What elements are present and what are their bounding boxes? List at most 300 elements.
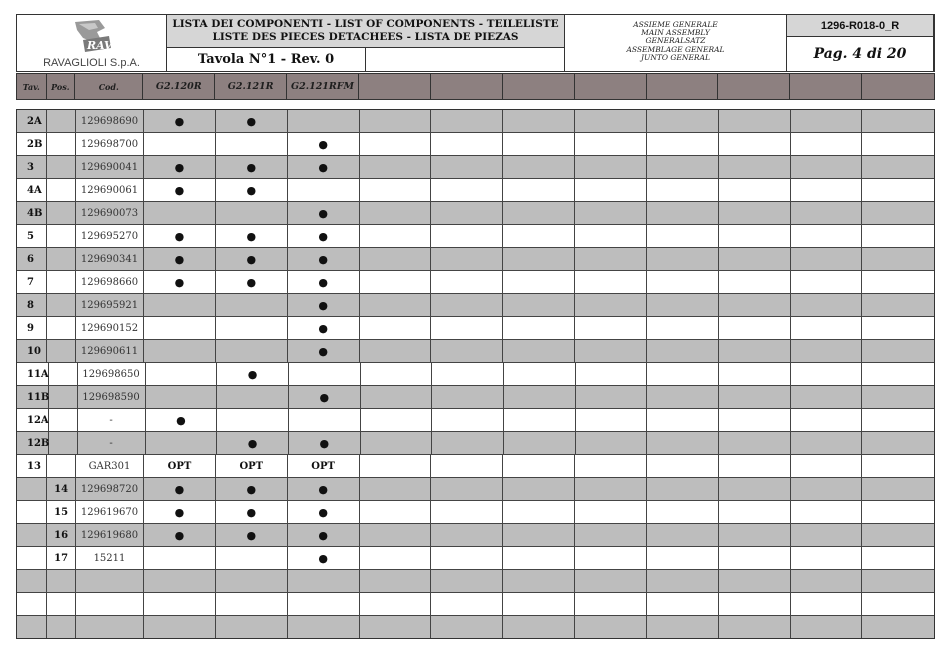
empty-cell <box>862 616 934 638</box>
empty-cell <box>647 294 719 316</box>
empty-cell <box>647 524 719 546</box>
column-header: Cod. <box>75 74 143 99</box>
empty-cell <box>575 271 647 293</box>
table-row <box>17 501 934 524</box>
column-header <box>647 74 719 99</box>
pos-cell <box>47 455 76 477</box>
empty-cell <box>862 202 934 224</box>
table-row <box>17 271 934 294</box>
empty-cell <box>719 294 791 316</box>
pos-cell <box>49 386 78 408</box>
tav-cell: 11B <box>17 386 49 408</box>
model-mark-cell: ● <box>288 271 360 293</box>
empty-cell <box>360 547 432 569</box>
model-mark-cell <box>144 616 216 638</box>
empty-cell <box>862 340 934 362</box>
empty-cell <box>862 363 934 385</box>
empty-cell <box>503 593 575 615</box>
pos-cell <box>47 202 76 224</box>
empty-cell <box>503 110 575 132</box>
pos-cell <box>47 340 76 362</box>
tav-cell: 13 <box>17 455 47 477</box>
empty-cell <box>575 317 647 339</box>
title-block <box>16 14 935 72</box>
empty-cell <box>575 110 647 132</box>
empty-cell <box>503 202 575 224</box>
empty-cell <box>862 294 934 316</box>
empty-cell <box>360 570 432 592</box>
model-mark-cell: ● <box>288 524 360 546</box>
company-logo <box>17 15 167 71</box>
empty-cell <box>791 110 863 132</box>
empty-cell <box>575 501 647 523</box>
model-mark-cell <box>144 570 216 592</box>
model-mark-cell: ● <box>288 501 360 523</box>
empty-cell <box>791 386 863 408</box>
empty-cell <box>432 363 504 385</box>
model-mark-cell <box>216 616 288 638</box>
code-cell: 129690152 <box>76 317 144 339</box>
tavola-revision: Tavola N°1 - Rev. 0 <box>167 48 366 71</box>
empty-cell <box>503 478 575 500</box>
empty-cell <box>862 271 934 293</box>
tav-cell <box>17 501 47 523</box>
model-mark-cell: ● <box>144 478 216 500</box>
pos-cell: 14 <box>47 478 76 500</box>
empty-cell <box>791 340 863 362</box>
empty-cell <box>575 455 647 477</box>
model-mark-cell: ● <box>216 271 288 293</box>
code-cell: 129690061 <box>76 179 144 201</box>
pos-cell <box>47 133 76 155</box>
empty-cell <box>791 455 863 477</box>
empty-cell <box>719 340 791 362</box>
empty-cell <box>575 547 647 569</box>
model-mark-cell: ● <box>216 110 288 132</box>
tav-cell: 10 <box>17 340 47 362</box>
model-mark-cell: ● <box>146 409 218 431</box>
pos-cell <box>47 156 76 178</box>
pos-cell <box>47 570 76 592</box>
company-name: RAVAGLIOLI S.p.A. <box>43 57 140 69</box>
tav-cell: 4B <box>17 202 47 224</box>
model-mark-cell <box>144 294 216 316</box>
tav-cell <box>17 616 47 638</box>
model-mark-cell <box>289 363 361 385</box>
empty-cell <box>862 570 934 592</box>
empty-cell <box>504 432 576 454</box>
empty-cell <box>791 294 863 316</box>
model-mark-cell <box>144 547 216 569</box>
empty-cell <box>647 133 719 155</box>
empty-cell <box>862 110 934 132</box>
table-row <box>17 616 934 638</box>
empty-cell <box>360 340 432 362</box>
empty-cell <box>431 501 503 523</box>
empty-cell <box>791 409 863 431</box>
model-mark-cell <box>216 547 288 569</box>
empty-cell <box>647 386 719 408</box>
model-mark-cell <box>288 570 360 592</box>
pos-cell <box>47 110 76 132</box>
empty-cell <box>719 570 791 592</box>
table-row <box>17 202 934 225</box>
empty-cell <box>431 248 503 270</box>
empty-cell <box>575 156 647 178</box>
code-cell <box>76 616 144 638</box>
empty-cell <box>360 156 432 178</box>
empty-cell <box>791 593 863 615</box>
empty-cell <box>791 156 863 178</box>
empty-cell <box>361 386 433 408</box>
table-row <box>17 363 934 386</box>
table-row <box>17 593 934 616</box>
code-cell <box>76 593 144 615</box>
empty-cell <box>862 156 934 178</box>
empty-cell <box>576 432 648 454</box>
empty-cell <box>360 501 432 523</box>
empty-cell <box>719 524 791 546</box>
model-mark-cell: ● <box>288 547 360 569</box>
empty-cell <box>647 271 719 293</box>
empty-cell <box>575 616 647 638</box>
model-mark-cell <box>216 593 288 615</box>
table-row <box>17 110 934 133</box>
tav-cell: 2A <box>17 110 47 132</box>
model-mark-cell <box>217 409 289 431</box>
column-header <box>431 74 503 99</box>
empty-cell <box>360 524 432 546</box>
empty-cell <box>575 570 647 592</box>
empty-cell <box>647 225 719 247</box>
model-mark-cell <box>216 317 288 339</box>
empty-cell <box>431 202 503 224</box>
model-mark-cell: ● <box>288 294 360 316</box>
logo-text: RAV <box>87 39 113 52</box>
model-mark-cell: ● <box>216 248 288 270</box>
empty-cell <box>647 593 719 615</box>
model-mark-cell: ● <box>288 133 360 155</box>
empty-cell <box>719 202 791 224</box>
pos-cell <box>49 409 78 431</box>
model-mark-cell: ● <box>144 501 216 523</box>
empty-cell <box>431 524 503 546</box>
assembly-name: GENERALSATZ <box>645 36 706 46</box>
empty-cell <box>503 133 575 155</box>
table-row <box>17 570 934 593</box>
column-header <box>359 74 431 99</box>
empty-cell <box>862 248 934 270</box>
code-cell: 129690073 <box>76 202 144 224</box>
model-mark-cell: ● <box>144 524 216 546</box>
model-mark-cell: ● <box>216 179 288 201</box>
empty-cell <box>431 340 503 362</box>
blank-field <box>366 48 565 71</box>
model-mark-cell <box>216 570 288 592</box>
empty-cell <box>432 432 504 454</box>
code-cell: 129695921 <box>76 294 144 316</box>
empty-cell <box>576 386 648 408</box>
empty-cell <box>719 248 791 270</box>
empty-cell <box>647 110 719 132</box>
tav-cell: 6 <box>17 248 47 270</box>
empty-cell <box>719 179 791 201</box>
empty-cell <box>504 363 576 385</box>
empty-cell <box>360 616 432 638</box>
tav-cell <box>17 547 47 569</box>
empty-cell <box>719 547 791 569</box>
empty-cell <box>719 363 791 385</box>
model-mark-cell <box>216 202 288 224</box>
empty-cell <box>503 156 575 178</box>
empty-cell <box>503 179 575 201</box>
model-mark-cell: ● <box>144 271 216 293</box>
empty-cell <box>862 478 934 500</box>
model-mark-cell: ● <box>288 478 360 500</box>
empty-cell <box>791 202 863 224</box>
empty-cell <box>360 110 432 132</box>
empty-cell <box>791 547 863 569</box>
empty-cell <box>503 294 575 316</box>
assembly-names <box>565 15 787 71</box>
model-mark-cell: ● <box>289 432 361 454</box>
column-header <box>718 74 790 99</box>
empty-cell <box>647 156 719 178</box>
empty-cell <box>576 363 648 385</box>
empty-cell <box>503 340 575 362</box>
column-header: G2.120R <box>143 74 215 99</box>
column-header-band <box>16 73 935 100</box>
pos-cell <box>47 593 76 615</box>
empty-cell <box>791 524 863 546</box>
model-mark-cell <box>144 317 216 339</box>
empty-cell <box>360 294 432 316</box>
tav-cell: 8 <box>17 294 47 316</box>
empty-cell <box>360 317 432 339</box>
empty-cell <box>503 616 575 638</box>
code-cell: 129698700 <box>76 133 144 155</box>
model-mark-cell <box>144 202 216 224</box>
model-mark-cell <box>216 133 288 155</box>
tav-cell: 12B <box>17 432 49 454</box>
empty-cell <box>647 616 719 638</box>
model-mark-cell: ● <box>216 478 288 500</box>
empty-cell <box>503 501 575 523</box>
table-row <box>17 547 934 570</box>
model-mark-cell <box>216 340 288 362</box>
empty-cell <box>647 340 719 362</box>
empty-cell <box>360 179 432 201</box>
empty-cell <box>862 593 934 615</box>
empty-cell <box>360 271 432 293</box>
empty-cell <box>504 386 576 408</box>
model-mark-cell: ● <box>288 248 360 270</box>
empty-cell <box>791 179 863 201</box>
pos-cell <box>47 179 76 201</box>
model-mark-cell <box>146 363 218 385</box>
empty-cell <box>647 202 719 224</box>
empty-cell <box>862 225 934 247</box>
empty-cell <box>503 271 575 293</box>
code-cell <box>76 570 144 592</box>
table-row <box>17 248 934 271</box>
model-mark-cell <box>289 409 361 431</box>
assembly-name: JUNTO GENERAL <box>641 52 710 62</box>
model-mark-cell <box>144 340 216 362</box>
empty-cell <box>576 409 648 431</box>
empty-cell <box>719 225 791 247</box>
assembly-name: ASSIEME GENERALE <box>633 20 718 29</box>
code-cell: 15211 <box>76 547 144 569</box>
model-mark-cell <box>146 432 218 454</box>
table-row <box>17 455 934 478</box>
empty-cell <box>719 593 791 615</box>
empty-cell <box>360 455 432 477</box>
empty-cell <box>791 271 863 293</box>
model-mark-cell <box>216 294 288 316</box>
title-line-2: LISTE DES PIECES DETACHEES - LISTA DE PIEZAS <box>212 30 519 43</box>
empty-cell <box>432 386 504 408</box>
empty-cell <box>431 547 503 569</box>
tav-cell: 5 <box>17 225 47 247</box>
empty-cell <box>360 133 432 155</box>
empty-cell <box>862 455 934 477</box>
model-mark-cell: ● <box>216 501 288 523</box>
model-mark-cell: ● <box>289 386 361 408</box>
tav-cell: 11A <box>17 363 49 385</box>
empty-cell <box>503 547 575 569</box>
empty-cell <box>647 363 719 385</box>
model-mark-cell: OPT <box>216 455 288 477</box>
column-header <box>503 74 575 99</box>
pos-cell <box>47 248 76 270</box>
code-cell: - <box>78 409 146 431</box>
column-header: Tav. <box>17 74 47 99</box>
tav-cell <box>17 570 47 592</box>
empty-cell <box>791 501 863 523</box>
tav-cell: 2B <box>17 133 47 155</box>
model-mark-cell: ● <box>288 340 360 362</box>
code-cell: - <box>78 432 146 454</box>
tav-cell: 7 <box>17 271 47 293</box>
column-header: G2.121RFM <box>287 74 359 99</box>
empty-cell <box>360 478 432 500</box>
table-row <box>17 133 934 156</box>
empty-cell <box>575 524 647 546</box>
empty-cell <box>647 317 719 339</box>
empty-cell <box>719 501 791 523</box>
empty-cell <box>361 409 433 431</box>
table-row <box>17 156 934 179</box>
empty-cell <box>360 202 432 224</box>
empty-cell <box>575 248 647 270</box>
table-row <box>17 478 934 501</box>
empty-cell <box>791 363 863 385</box>
logo-mark-icon <box>69 18 115 58</box>
model-mark-cell: ● <box>288 317 360 339</box>
model-mark-cell: ● <box>144 156 216 178</box>
empty-cell <box>360 225 432 247</box>
empty-cell <box>719 317 791 339</box>
empty-cell <box>791 248 863 270</box>
empty-cell <box>647 179 719 201</box>
empty-cell <box>791 478 863 500</box>
table-row <box>17 386 934 409</box>
model-mark-cell <box>144 593 216 615</box>
empty-cell <box>862 179 934 201</box>
empty-cell <box>719 455 791 477</box>
empty-cell <box>431 294 503 316</box>
model-mark-cell <box>146 386 218 408</box>
model-mark-cell: ● <box>144 248 216 270</box>
model-mark-cell: ● <box>288 202 360 224</box>
empty-cell <box>431 317 503 339</box>
empty-cell <box>431 271 503 293</box>
empty-cell <box>862 133 934 155</box>
tav-cell: 9 <box>17 317 47 339</box>
empty-cell <box>862 317 934 339</box>
model-mark-cell: ● <box>217 432 289 454</box>
empty-cell <box>647 432 719 454</box>
model-mark-cell: ● <box>144 110 216 132</box>
empty-cell <box>503 225 575 247</box>
empty-cell <box>503 455 575 477</box>
model-mark-cell <box>217 386 289 408</box>
table-row <box>17 524 934 547</box>
empty-cell <box>361 363 433 385</box>
empty-cell <box>503 524 575 546</box>
empty-cell <box>862 547 934 569</box>
empty-cell <box>360 593 432 615</box>
model-mark-cell: ● <box>144 179 216 201</box>
empty-cell <box>361 432 433 454</box>
empty-cell <box>575 294 647 316</box>
empty-cell <box>862 386 934 408</box>
empty-cell <box>432 409 504 431</box>
pos-cell <box>49 432 78 454</box>
empty-cell <box>575 340 647 362</box>
code-cell: 129698720 <box>76 478 144 500</box>
model-mark-cell: ● <box>216 225 288 247</box>
model-mark-cell: ● <box>144 225 216 247</box>
model-mark-cell: ● <box>288 156 360 178</box>
model-mark-cell: ● <box>216 156 288 178</box>
empty-cell <box>431 455 503 477</box>
empty-cell <box>862 432 934 454</box>
empty-cell <box>791 317 863 339</box>
model-mark-cell: ● <box>216 524 288 546</box>
empty-cell <box>431 478 503 500</box>
code-cell: 129698650 <box>78 363 146 385</box>
empty-cell <box>719 386 791 408</box>
tav-cell: 3 <box>17 156 47 178</box>
model-mark-cell: OPT <box>144 455 216 477</box>
empty-cell <box>575 478 647 500</box>
table-row <box>17 294 934 317</box>
empty-cell <box>719 110 791 132</box>
pos-cell <box>49 363 78 385</box>
model-mark-cell <box>288 616 360 638</box>
code-cell: 129690341 <box>76 248 144 270</box>
empty-cell <box>575 225 647 247</box>
empty-cell <box>647 478 719 500</box>
code-cell: 129619680 <box>76 524 144 546</box>
code-cell: 129619670 <box>76 501 144 523</box>
document-title <box>167 15 565 48</box>
empty-cell <box>719 616 791 638</box>
model-mark-cell: ● <box>217 363 289 385</box>
table-row <box>17 179 934 202</box>
